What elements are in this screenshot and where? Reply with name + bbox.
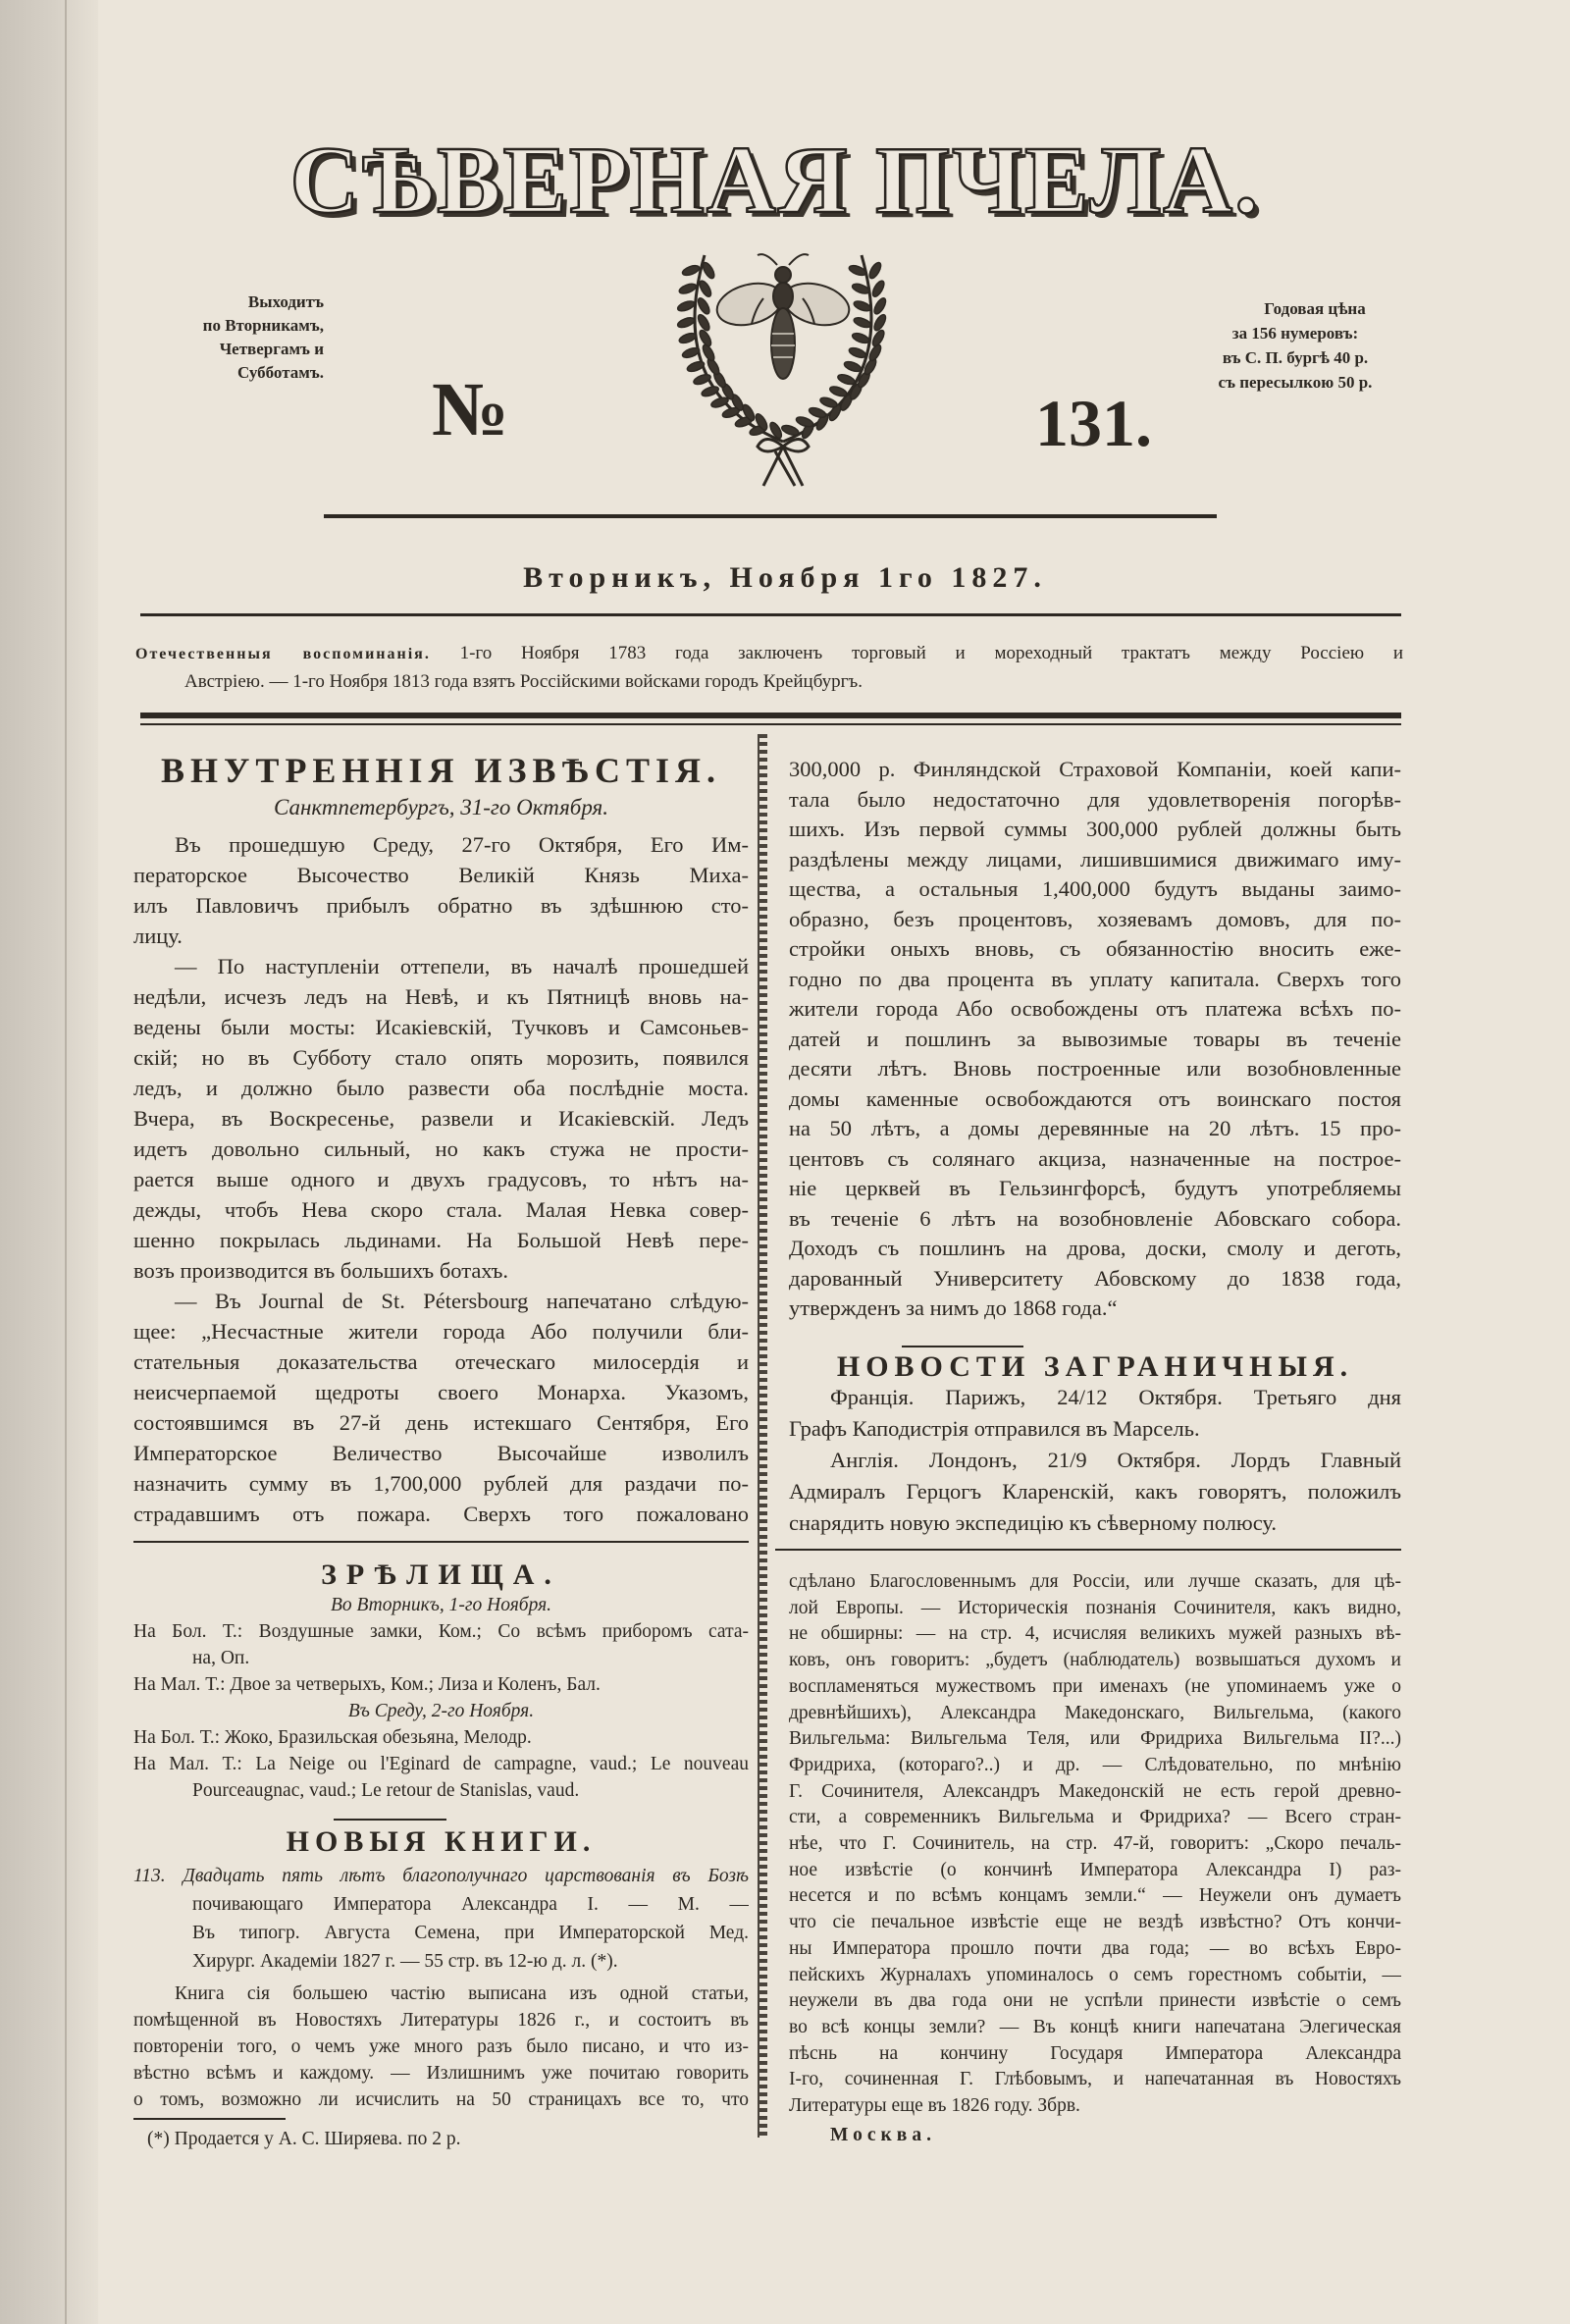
leaf — [678, 282, 698, 295]
leaf — [676, 316, 696, 330]
text-line: сти, а современникъ Вильгельма и Фридриха? — Всего стран- — [789, 1807, 1401, 1828]
leaf — [819, 396, 839, 409]
price-line: съ пересылкою 50 р. — [1218, 373, 1373, 392]
text-line: Доходъ съ пошлинъ на дрова, доски, смолу и деготь, — [789, 1236, 1401, 1260]
text-line: тала было недостаточно для удовлетворенія погорѣв- — [789, 786, 1401, 812]
section-heading-new-books: НОВЫЯ КНИГИ. — [286, 1825, 597, 1858]
text-line: На Мал. Т.: Двое за четверыхъ, Ком.; Лиза и Коленъ, Бал. — [133, 1674, 601, 1695]
memorial-text: 1-го Ноября 1783 года заключенъ торговый и мореходный трактатъ между Россіею и — [459, 643, 1403, 663]
text-line: помѣщенной въ Новостяхъ Литературы 1826 г., и состоитъ въ — [133, 2010, 749, 2031]
text-line: стательныя доказательства отеческаго милосердія и — [133, 1349, 749, 1374]
schedule-line: Выходитъ — [247, 292, 324, 311]
number-sign: № — [432, 366, 509, 451]
text-line: Франція. Парижъ, 24/12 Октября. Третьяго дня — [830, 1385, 1401, 1409]
text-line: Книга сія большею частію выписана изъ одной статьи, — [175, 1983, 749, 2004]
text-line: годно по два процента въ уплату капитала. Сверхъ того — [789, 966, 1401, 991]
memorial-line — [135, 640, 1403, 668]
text-line: Въ Среду, 2-го Ноября. — [347, 1701, 535, 1721]
text-line: ніе церквей въ Гельзингфорсѣ, будутъ употребляемы — [789, 1176, 1401, 1200]
text-line: стройки оныхъ вновь, съ обязанностію вносить еже- — [789, 936, 1401, 961]
text-line: вѣстно всѣмъ и каждому. — Излишнимъ уже почитаю говорить — [133, 2063, 749, 2084]
text-line: что сіе печальное извѣстіе еще не вездѣ извѣстно? Отъ кончи- — [789, 1912, 1401, 1933]
text-line: несется и по всѣмъ концамъ земли.“ — Неужели онъ думаетъ — [789, 1885, 1401, 1907]
text-line: — По наступленіи оттепели, въ началѣ прошедшей — [175, 954, 749, 978]
short-rule — [334, 1819, 446, 1821]
text-line: древнѣйшихъ), Александра Македонскаго, Вильгельма, (какого — [789, 1702, 1401, 1723]
schedule-line: Четвергамъ и — [219, 340, 324, 358]
leaf — [681, 264, 701, 278]
text-line: шенно покрылась льдинами. На Большой Невѣ пере- — [133, 1228, 749, 1252]
subscription-price — [1173, 296, 1418, 395]
text-line: не обширны: — на стр. 4, исчисляя великихъ мужей разныхъ вѣ- — [789, 1623, 1401, 1645]
section-rule — [133, 1541, 749, 1543]
memorial-label: Отечественныя воспоминанія. — [135, 646, 431, 662]
footnote-rule — [133, 2118, 286, 2120]
section-rule — [775, 1549, 1401, 1551]
footnote: (*) Продается у А. С. Ширяева. по 2 р. — [147, 2129, 461, 2149]
text-line: о томъ, возможно ли исчислить на 50 страницахъ все то, что — [133, 2089, 749, 2110]
schedule-line: Субботамъ. — [237, 363, 324, 382]
text-line: сдѣлано Благословеннымъ для Россіи, или лучше сказать, для цѣ- — [789, 1571, 1401, 1592]
leaf — [851, 332, 870, 345]
leaf — [710, 396, 730, 409]
masthead-rule — [324, 514, 1217, 518]
text-line: — Въ Journal de St. Pétersbourg напечатано слѣдую- — [175, 1289, 749, 1313]
leaf — [781, 424, 801, 438]
publication-schedule — [157, 290, 324, 385]
text-line: пѣснь на кончину Государя Императора Александра — [789, 2042, 1401, 2064]
leaf — [843, 360, 863, 374]
leaf — [828, 385, 848, 398]
memorial-notes — [135, 640, 1403, 696]
foreign-news-body — [789, 1382, 1401, 1539]
date-rule — [140, 613, 1401, 616]
text-line: Фридриха, (котораго?..) и др. — Слѣдовательно, по мнѣнію — [789, 1754, 1401, 1775]
text-line: Хирург. Академіи 1827 г. — 55 стр. въ 12-ю д. л. (*). — [192, 1951, 618, 1972]
newspaper-title: СѢВЕРНАЯ ПЧЕЛА. — [289, 128, 1261, 234]
double-rule-bottom — [140, 723, 1401, 725]
bee-wreath-emblem-icon — [648, 245, 922, 491]
text-line: Вильгельма: Вильгельма Теля, или Фридриха Вильгельма II?...) — [789, 1728, 1401, 1750]
leaf — [701, 385, 720, 398]
text-line: образно, безъ процентовъ, хозяевамъ домовъ, для по- — [789, 906, 1401, 931]
text-line: На Мал. Т.: La Neige ou l'Eginard de campagne, vaud.; Le nouveau — [133, 1754, 749, 1774]
text-line: скій; но въ Субботу стало опять морозить, появился — [133, 1045, 749, 1070]
page-binding-edge — [0, 0, 98, 2324]
text-line: состоявшимся въ 27-й день истекшаго Сентября, Его — [133, 1410, 749, 1435]
leaf — [678, 332, 698, 345]
text-line: Во Вторникъ, 1-го Ноября. — [330, 1595, 552, 1615]
text-line: Императорское Величество Высочайше изволилъ — [133, 1441, 749, 1465]
bee-icon — [712, 254, 854, 379]
text-line: ведены были мосты: Исакіевскій, Тучковъ и Самсоньев- — [133, 1015, 749, 1039]
text-line: на, Оп. — [192, 1648, 250, 1668]
text-line: утвержденъ за нимъ до 1868 года.“ — [789, 1295, 1118, 1320]
price-line: за 156 нумеровъ: — [1231, 324, 1359, 343]
text-line: илъ Павловичъ прибылъ обратно въ здѣшнюю сто- — [133, 893, 749, 918]
leaf — [696, 313, 711, 333]
text-line: во всѣ концы земли? — Въ концѣ книги напечатана Элегическая — [789, 2016, 1401, 2037]
price-line: въ С. П. бургѣ 40 р. — [1222, 348, 1369, 367]
text-line: Pourceaugnac, vaud.; Le retour de Stanislas, vaud. — [192, 1780, 580, 1801]
leaf — [853, 316, 872, 330]
text-line: щества, а остальныя 1,400,000 будутъ выданы заимо- — [789, 876, 1401, 901]
leaf — [696, 296, 711, 316]
text-line: нѣе, что Г. Сочинитель, на стр. 47-й, говоритъ: „Скоро печаль- — [789, 1833, 1401, 1855]
text-line: Въ типогр. Августа Семена, при Императорской Мед. — [192, 1923, 749, 1943]
text-line: въ теченіе 6 лѣтъ на возобновленіе Абовскаго собора. — [789, 1205, 1401, 1231]
text-line: дежды, чтобъ Нева скоро стала. Малая Невка совер- — [133, 1197, 749, 1222]
text-line: Англія. Лондонъ, 21/9 Октября. Лордъ Главный — [830, 1448, 1401, 1472]
text-line: датей и пошлинъ за вывозимые товары въ теченіе — [789, 1026, 1401, 1051]
city-signature: Москва. — [830, 2125, 936, 2145]
text-line: I-го, сочиненная Г. Глѣбовымъ, и напечатанная въ Новостяхъ — [789, 2069, 1401, 2090]
memorial-line: Австріею. — 1-го Ноября 1813 года взятъ Россійскими войсками городъ Крейцбургъ. — [184, 671, 864, 692]
text-line: Литературы еще въ 1826 году. Збрв. — [789, 2095, 1080, 2117]
leaf — [872, 296, 888, 316]
binding-line — [65, 0, 67, 2324]
text-line: пейскихъ Журналахъ упоминалось о семъ горестномъ событіи, — — [789, 1964, 1401, 1985]
leaf — [681, 346, 701, 360]
book-review-continued — [789, 1569, 1401, 2120]
leaf — [867, 261, 883, 281]
leaf — [837, 373, 857, 387]
section-heading-theatre: ЗРѢЛИЩА. — [321, 1558, 561, 1591]
text-line: раздѣлены между лицами, лишившимися движимаго иму- — [789, 846, 1401, 872]
text-line: Вчера, въ Воскресенье, развели и Исакіевскій. Ледъ — [133, 1106, 749, 1131]
leaf — [698, 279, 713, 298]
ribbon-bow-icon — [758, 440, 809, 487]
text-line: идетъ довольно сильный, но какъ стужа не прости- — [133, 1136, 749, 1161]
text-line: Адмиралъ Герцогъ Кларенскій, какъ говорятъ, положилъ — [789, 1479, 1401, 1504]
internal-news-continued — [789, 755, 1401, 1324]
text-line: страдавшимъ отъ пожара. Сверхъ того пожаловано — [133, 1502, 749, 1526]
text-line: домы каменные освобождаются отъ воинскаго постоя — [789, 1085, 1401, 1111]
text-line: дарованный Университету Абовскому до 1838 года, — [789, 1265, 1401, 1291]
leaf — [848, 346, 867, 360]
issue-date: Вторникъ, Ноября 1го 1827. — [523, 561, 1047, 594]
text-line: возъ производится въ большихъ ботахъ. — [133, 1258, 508, 1283]
theatre-listing — [133, 1592, 749, 1804]
text-line: Г. Сочинителя, Александръ Македонскій не есть герой древно- — [789, 1780, 1401, 1802]
leaf — [872, 313, 888, 333]
price-line: Годовая цѣна — [1264, 299, 1366, 318]
text-line: 300,000 р. Финляндской Страховой Компаніи, коей капи- — [789, 757, 1401, 781]
text-line: жители города Або освобождены отъ платежа всѣхъ по- — [789, 996, 1401, 1021]
leaf — [870, 279, 886, 298]
text-line: лой Европы. — Историческія познанія Сочинителя, какъ видно, — [789, 1597, 1401, 1618]
text-line: рается выше одного и двухъ градусовъ, то нѣтъ на- — [133, 1167, 749, 1191]
text-line: щее: „Несчастные жители города Або получили бли- — [133, 1319, 749, 1344]
leaf — [870, 329, 886, 348]
internal-news-dateline: Санктпетербургъ, 31-го Октября. — [273, 795, 608, 819]
text-line: недѣли, исчезъ ледъ на Невѣ, и къ Пятницѣ вновь на- — [133, 984, 749, 1009]
leaf — [676, 299, 696, 313]
text-line: Графъ Каподистрія отправился въ Марсель. — [789, 1416, 1200, 1441]
text-line: лицу. — [133, 924, 183, 948]
text-line: ператорское Высочество Великій Князь Миха- — [133, 863, 749, 887]
text-line: назначить сумму въ 1,700,000 рублей для раздачи по- — [133, 1471, 749, 1496]
column-divider — [758, 734, 767, 2138]
text-line: повтореніи того, о чемъ уже много разъ было писано, и что из- — [133, 2036, 749, 2057]
text-line: шихъ. Изъ первой суммы 300,000 рублей должны быть — [789, 817, 1401, 841]
text-line: На Бол. Т.: Жоко, Бразильская обезьяна, Мелодр. — [133, 1727, 532, 1748]
section-heading-foreign-news: НОВОСТИ ЗАГРАНИЧНЫЯ. — [836, 1350, 1354, 1383]
short-rule — [902, 1346, 1023, 1347]
internal-news-body — [133, 829, 749, 1529]
book-review — [133, 1981, 749, 2113]
text-line: на 50 лѣтъ, а домы деревянные на 20 лѣтъ. 15 про- — [789, 1116, 1401, 1140]
text-line: неисчерпаемой щедроты своего Монарха. Указомъ, — [133, 1380, 749, 1404]
text-line: снарядить новую экспедицію къ сѣверному полюсу. — [789, 1510, 1278, 1535]
leaf — [808, 406, 827, 420]
text-line: ледъ, и должно было развести оба послѣдніе моста. — [133, 1076, 749, 1100]
leaf — [698, 329, 713, 348]
text-line: ны Императора прошло почти два года; — во всѣхъ Евро- — [789, 1937, 1401, 1959]
text-line: На Бол. Т.: Воздушные замки, Ком.; Со всѣмъ приборомъ сата- — [133, 1621, 749, 1642]
leaf — [686, 360, 706, 374]
text-line: центовъ съ солянаго акциза, назначенные на построе- — [789, 1145, 1401, 1171]
text-line: Въ прошедшую Среду, 27-го Октября, Его Им- — [175, 832, 749, 857]
text-line: 113. Двадцать пять лѣтъ благополучнаго царствованія въ Бозѣ — [133, 1866, 749, 1886]
text-line: ное извѣстіе (о кончинѣ Императора Александра I) раз- — [789, 1859, 1401, 1880]
text-line: воспламеняться мужествомъ при именахъ (не упоминаемъ уже о — [789, 1675, 1401, 1697]
text-line: неужели въ два года они не успѣли принести извѣстіе о семъ — [789, 1990, 1401, 2012]
book-entry — [133, 1862, 749, 1976]
double-rule-top — [140, 713, 1401, 718]
issue-number: 131. — [1035, 386, 1152, 460]
text-line: ковъ, онъ говоритъ: „будетъ (наблюдатель) возвышаться духомъ и — [789, 1650, 1401, 1671]
section-heading-internal-news: ВНУТРЕННІЯ ИЗВѢСТІЯ. — [161, 751, 721, 790]
schedule-line: по Вторникамъ, — [202, 316, 324, 335]
leaf — [693, 373, 712, 387]
leaf — [795, 415, 814, 429]
leaf — [701, 261, 716, 281]
text-line: почивающаго Императора Александра I. — М. — — [192, 1894, 749, 1915]
text-line: десяти лѣтъ. Вновь построенные или возобновленные — [789, 1056, 1401, 1081]
